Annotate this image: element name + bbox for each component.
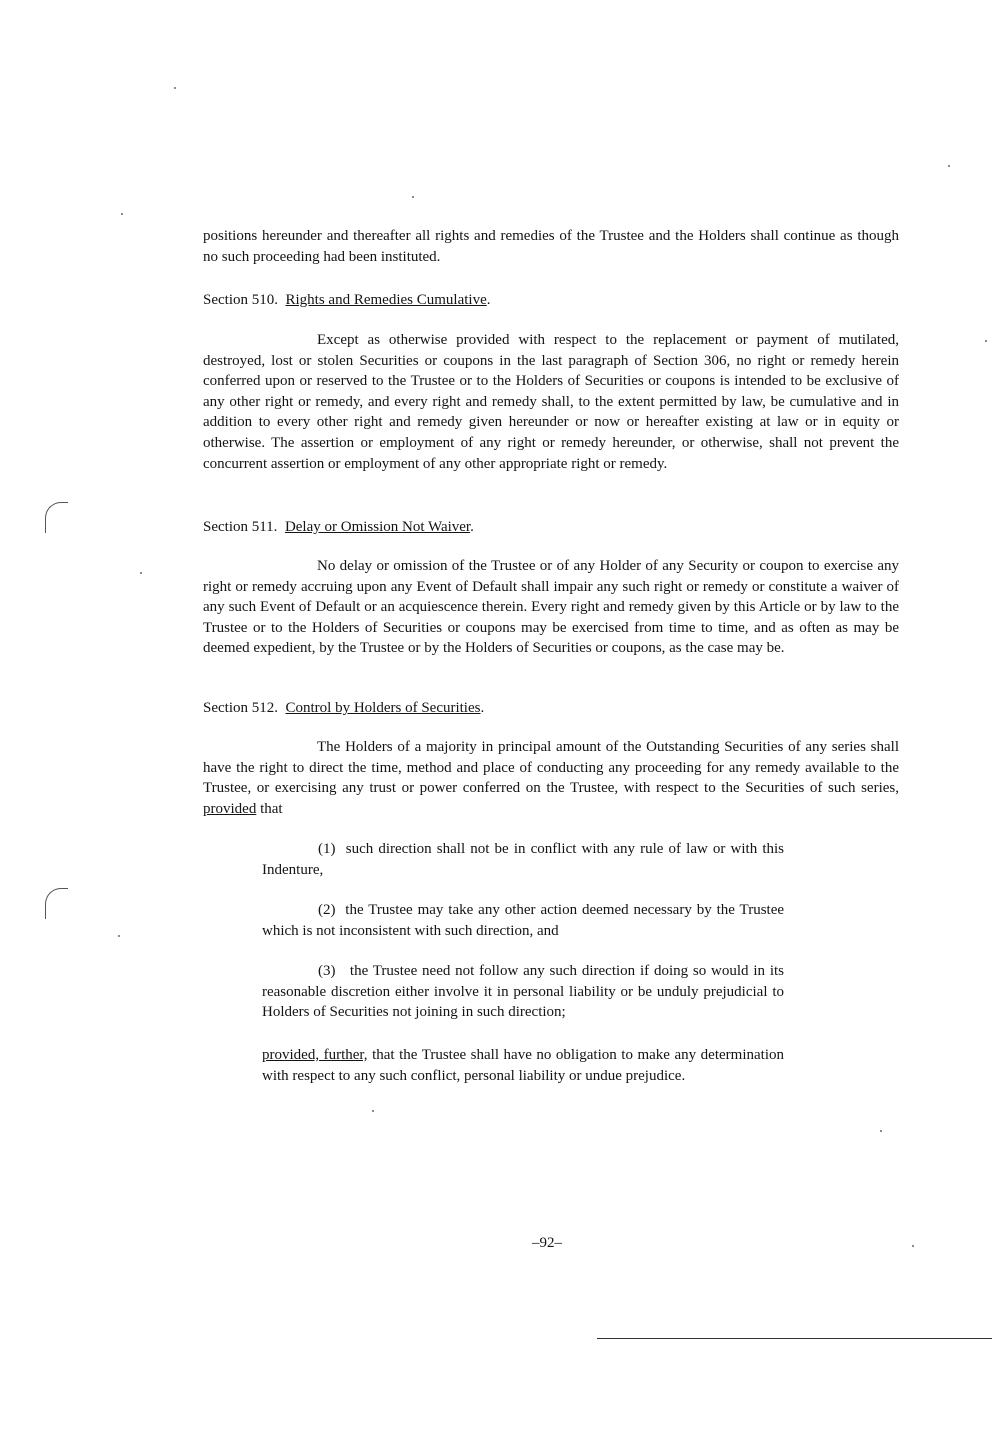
item-text: the Trustee need not follow any such direction if doing so would in its reasonable discretion either involve it in personal liability or be unduly prejudicial to Holders of Securities not joining in such direction; [262,963,785,1021]
section-512-title-end: . [480,700,485,716]
footer-rule [597,1338,992,1339]
section-512-title: Control by Holders of Securities [285,700,481,716]
scan-speck [412,196,414,198]
punch-hole-mark [45,888,68,919]
list-item [262,961,784,1023]
scan-speck [118,935,120,937]
item-number: (3) [318,963,336,979]
proviso-label: provided, further, [262,1047,368,1063]
scan-speck [121,213,123,215]
scan-speck [140,572,142,574]
section-511-body: No delay or omission of the Trustee or of any Holder of any Security or coupon to exercise any right or remedy accruing upon any Event of Default shall impair any such right or remedy or constitute a waiver of any such Event of Default or an acquiescence therein. Every right and remedy given by this Article or by law to the Trustee or to the Holders of Securities or coupons may be exercised from time to time, and as often as may be deemed expedient, by the Trustee or by the Holders of Securities or coupons, as the case may be. [203,558,899,657]
section-512-provided: provided [203,800,257,817]
section-510-body: Except as otherwise provided with respect to the replacement or payment of mutilated, destroyed, lost or stolen Securities or coupons in the last paragraph of Section 306, no right or remedy herein conferred upon or reserved to the Trustee or to the Holders of Securities or coupons is intended to be exclusive of any other right or remedy, and every right and remedy shall, to the extent permitted by law, be cumulative and in addition to every other right and remedy given hereunder or now or hereafter existing at law or in equity or otherwise. The assertion or employment of any right or remedy hereunder, or otherwise, shall not prevent the concurrent assertion or employment of any other appropriate right or remedy. [203,332,899,472]
item-text: the Trustee may take any other action deemed necessary by the Trustee which is not inconsistent with such direction, and [262,902,785,939]
item-number: (2) [318,902,336,918]
continuation-paragraph: positions hereunder and thereafter all rights and remedies of the Trustee and the Holders shall continue as though no such proceeding had been instituted. [203,228,899,265]
scan-speck [372,1110,374,1112]
section-512-number: Section 512. [203,700,278,716]
section-510-number: Section 510. [203,292,278,308]
scan-speck [985,340,987,342]
section-512-body [203,737,899,819]
proviso-text: that the Trustee shall have no obligation to make any determination with respect to any such conflict, personal liability or undue prejudice. [262,1047,784,1084]
section-512-heading [203,698,484,718]
section-510-heading [203,290,490,310]
item-number: (1) [318,841,336,857]
proviso-paragraph [262,1045,784,1086]
section-512-body-end: that [260,800,283,817]
section-510-title: Rights and Remedies Cumulative [285,292,487,308]
section-511-number: Section 511. [203,519,278,535]
scan-speck [948,165,950,167]
section-511-heading [203,517,474,537]
punch-hole-mark [45,502,68,533]
section-511-title-end: . [470,519,474,535]
scan-speck [880,1130,882,1132]
section-510-title-end: . [486,292,491,308]
item-text: such direction shall not be in conflict with any rule of law or with this Indenture, [262,841,785,878]
scan-speck [912,1245,914,1247]
list-item [262,839,784,880]
section-512-body-text: The Holders of a majority in principal amount of the Outstanding Securities of any series shall have the right to direct the time, method and place of conducting any proceeding for any remedy available to the Trustee, or exercising any trust or power conferred on the Trustee, with respect to the Securities of such series, [203,739,899,797]
section-511-title: Delay or Omission Not Waiver [284,519,471,535]
page-number: –92– [532,1235,562,1251]
list-item [262,900,784,941]
scan-speck [174,87,176,89]
